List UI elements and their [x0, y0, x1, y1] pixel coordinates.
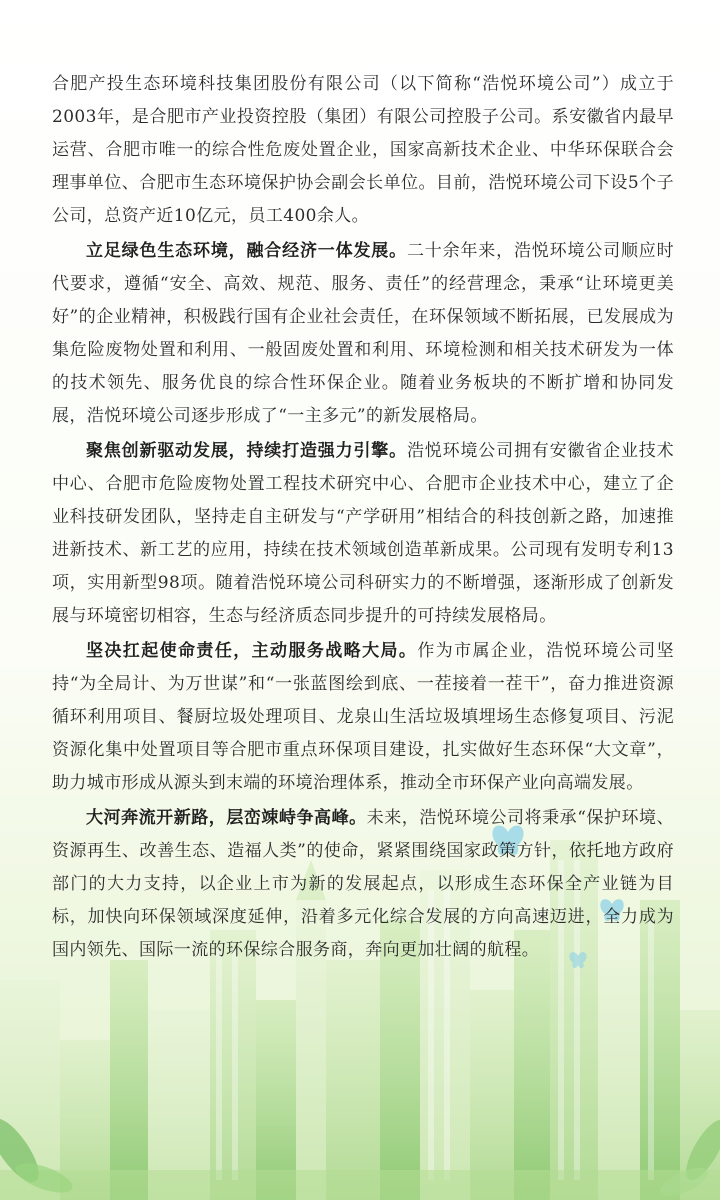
paragraph-text: 合肥产投生态环境科技集团股份有限公司（以下简称“浩悦环境公司”）成立于2003年，是合肥市产业投资控股（集团）有限公司控股子公司。系安徽省内最早运营、合肥市唯一的综合性危废处置企业，国家高新技术企业、中华环保联合会理事单位、合肥市生态环境保护协会副会长单位。目前，浩悦环境公司下设5个子公司，总资产近10亿元，员工400余人。	[52, 74, 674, 226]
paragraph-text: 未来，浩悦环境公司将秉承“保护环境、资源再生、改善生态、造福人类”的使命，紧紧围绕国家政策方针，依托地方政府部门的大力支持，以企业上市为新的发展起点，以形成生态环保全产业链为目标，加快向环保领域深度延伸，沿着多元化综合发展的方向高速迈进，全力成为国内领先、国际一流的环保综合服务商，奔向更加壮阔的航程。	[52, 808, 675, 960]
paragraph-text: 浩悦环境公司拥有安徽省企业技术中心、合肥市危险废物处置工程技术研究中心、合肥市企业技术中心，建立了企业科技研发团队，坚持走自主研发与“产学研用”相结合的科技创新之路，加速推进新技术、新工艺的应用，持续在技术领域创造革新成果。公司现有发明专利13项，实用新型98项。随着浩悦环境公司科研实力的不断增强，逐渐形成了创新发展与环境密切相容，生态与经济质态同步提升的可持续发展格局。	[52, 441, 675, 626]
paragraph-lead: 大河奔流开新路，层峦竦峙争高峰。	[86, 808, 367, 828]
paragraph-lead: 坚决扛起使命责任，主动服务战略大局。	[86, 641, 418, 661]
paragraph-future	[52, 802, 674, 967]
paragraph-lead: 立足绿色生态环境，融合经济一体发展。	[86, 241, 407, 261]
article-body	[52, 68, 674, 967]
paragraph-intro	[52, 68, 674, 233]
paragraph-lead: 聚焦创新驱动发展，持续打造强力引擎。	[86, 441, 407, 461]
paragraph-innovation	[52, 435, 674, 633]
paragraph-mission	[52, 635, 674, 800]
paragraph-green-ecology	[52, 235, 674, 433]
paragraph-text: 二十余年来，浩悦环境公司顺应时代要求，遵循“安全、高效、规范、服务、责任”的经营理念，秉承“让环境更美好”的企业精神，积极践行国有企业社会责任，在环保领域不断拓展，已发展成为集危险废物处置和利用、一般固废处置和利用、环境检测和相关技术研发为一体的技术领先、服务优良的综合性环保企业。随着业务板块的不断扩增和协同发展，浩悦环境公司逐步形成了“一主多元”的新发展格局。	[52, 241, 675, 426]
paragraph-text: 作为市属企业，浩悦环境公司坚持“为全局计、为万世谋”和“一张蓝图绘到底、一茬接着一茬干”，奋力推进资源循环利用项目、餐厨垃圾处理项目、龙泉山生活垃圾填埋场生态修复项目、污泥资源化集中处置项目等合肥市重点环保项目建设，扎实做好生态环保“大文章”，助力城市形成从源头到末端的环境治理体系，推动全市环保产业向高端发展。	[52, 641, 674, 793]
